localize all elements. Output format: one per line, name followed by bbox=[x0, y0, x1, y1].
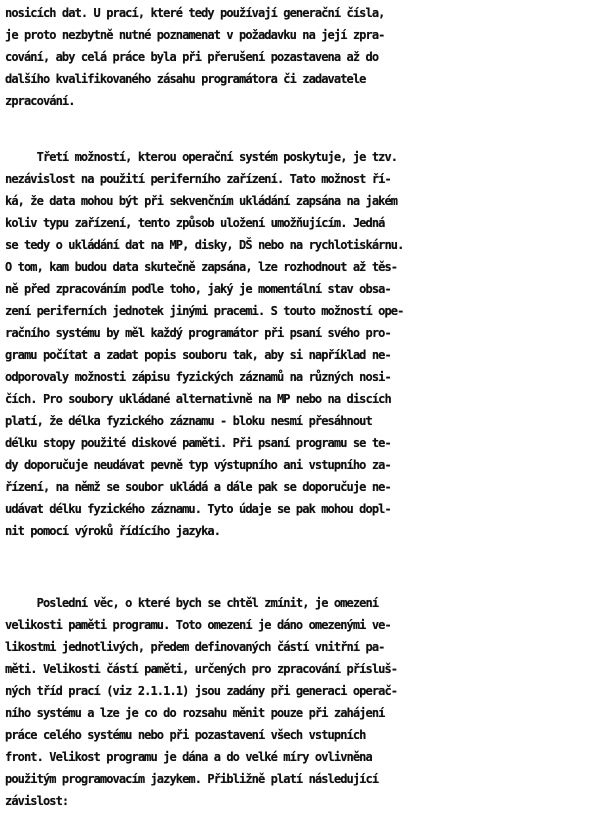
text-line: ně před zpracováním podle toho, jaký je momentální stav obsa- bbox=[5, 282, 391, 296]
text-line: Třetí možností, kterou operační systém poskytuje, je tzv. bbox=[5, 150, 398, 164]
text-line: zení periferních jednotek jinými pracemi. S touto možností ope- bbox=[5, 304, 404, 318]
text-line: řízení, na němž se soubor ukládá a dále pak se doporučuje ne- bbox=[5, 480, 391, 494]
text-line: račního systému by měl každý programátor při psaní svého pro- bbox=[5, 326, 391, 340]
text-line: front. Velikost programu je dána a do velké míry ovlivněna bbox=[5, 750, 372, 764]
text-line: použitým programovacím jazykem. Přibližně platí následující bbox=[5, 772, 379, 786]
text-line: likostmi jednotlivých, předem definovaných částí vnitřní pa- bbox=[5, 640, 385, 654]
text-line: Poslední věc, o které bych se chtěl zmínit, je omezení bbox=[5, 596, 379, 610]
text-line: dalšího kvalifikovaného zásahu programátora či zadavatele bbox=[5, 72, 366, 86]
text-line: je proto nezbytně nutné poznamenat v požadavku na její zpra- bbox=[5, 28, 385, 42]
text-line: odporovaly možnosti zápisu fyzických záznamů na různých nosi- bbox=[5, 370, 391, 384]
paragraph-2 bbox=[5, 146, 403, 542]
text-line: ká, že data mohou být při sekvenčním ukládání zapsána na jakém bbox=[5, 194, 398, 208]
text-line: nit pomocí výroků řídícího jazyka. bbox=[5, 524, 221, 538]
text-line: ných tříd prací (viz 2.1.1.1) jsou zadány při generaci operač- bbox=[5, 684, 398, 698]
text-line: nosicích dat. U prací, které tedy používají generační čísla, bbox=[5, 6, 385, 20]
text-line: velikosti paměti programu. Toto omezení je dáno omezenými ve- bbox=[5, 618, 391, 632]
paragraph-3 bbox=[5, 592, 397, 812]
text-line: koliv typu zařízení, tento způsob uložení umožňujícím. Jedná bbox=[5, 216, 385, 230]
text-line: se tedy o ukládání dat na MP, disky, DŠ nebo na rychlotiskárnu. bbox=[5, 238, 404, 252]
text-line: měti. Velikosti částí paměti, určených pro zpracování přísluš- bbox=[5, 662, 398, 676]
text-line: délku stopy použité diskové paměti. Při psaní programu se te- bbox=[5, 436, 391, 450]
text-line: O tom, kam budou data skutečně zapsána, lze rozhodnout až těs- bbox=[5, 260, 398, 274]
text-line: zpracování. bbox=[5, 94, 75, 108]
text-line: gramu počítat a zadat popis souboru tak, aby si například ne- bbox=[5, 348, 391, 362]
text-line: nezávislost na použití periferního zařízení. Tato možnost ří- bbox=[5, 172, 391, 186]
text-line: ního systému a lze je co do rozsahu měnit pouze při zahájení bbox=[5, 706, 385, 720]
text-line: platí, že délka fyzického záznamu - bloku nesmí přesáhnout bbox=[5, 414, 372, 428]
paragraph-1 bbox=[5, 2, 384, 112]
text-line: práce celého systému nebo při pozastavení všech vstupních bbox=[5, 728, 366, 742]
text-line: závislost: bbox=[5, 794, 69, 808]
text-line: cování, aby celá práce byla při přerušení pozastavena až do bbox=[5, 50, 379, 64]
text-line: dy doporučuje neudávat pevně typ výstupního ani vstupního za- bbox=[5, 458, 391, 472]
text-line: čích. Pro soubory ukládané alternativně na MP nebo na discích bbox=[5, 392, 391, 406]
text-line: udávat délku fyzického záznamu. Tyto údaje se pak mohou dopl- bbox=[5, 502, 391, 516]
